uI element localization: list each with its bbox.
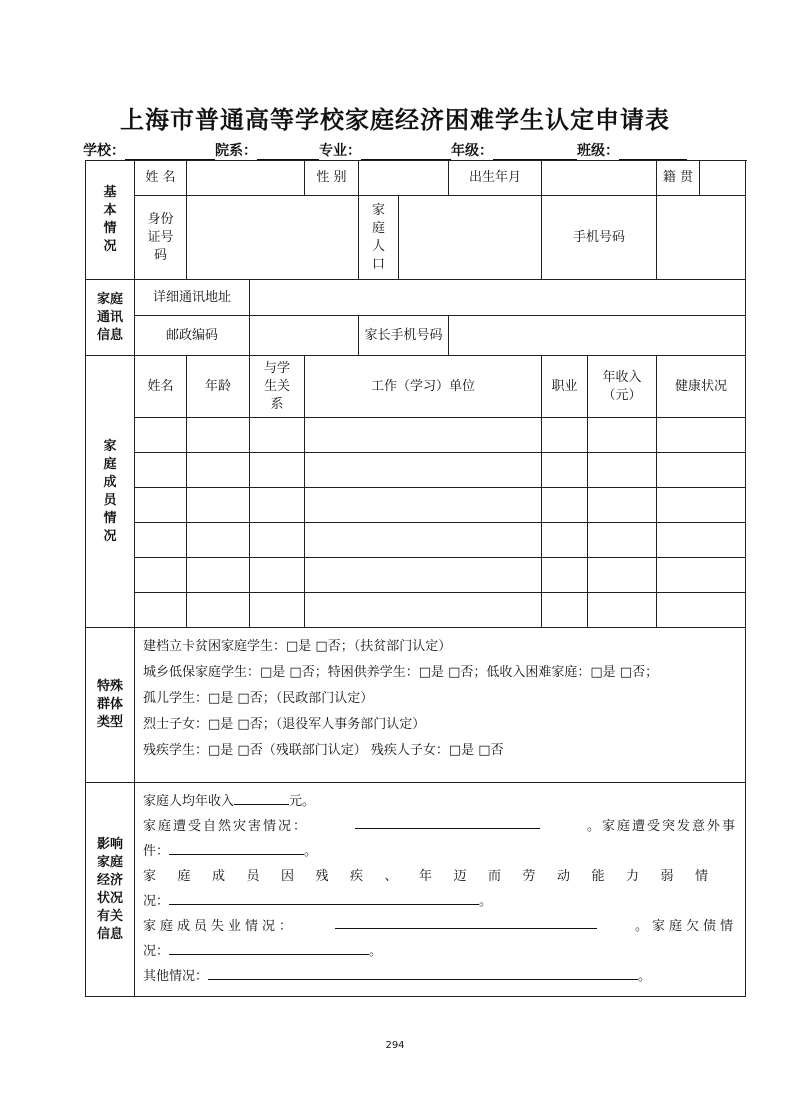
id-cell[interactable] [187,196,359,280]
disability-line: 家庭成员因残疾、年迈而劳动能力弱情 [143,869,730,884]
special-section-label: 特殊群体类型 [86,628,135,783]
special-line-orphan[interactable]: 孤儿学生：□是 □否；（民政部门认定） [143,691,374,706]
effect-section-label: 影响家庭经济状况有关信息 [86,783,135,997]
member-income-cell[interactable] [588,593,657,628]
special-line-disability[interactable]: 残疾学生：□是 □否（残联部门认定） 残疾人子女：□是 □否 [143,743,504,758]
class-label: 班级： [577,143,619,159]
member-row [86,593,746,628]
contact-row-2 [86,316,746,356]
member-income-cell[interactable] [588,488,657,523]
member-workplace-cell[interactable] [305,558,542,593]
member-name-cell[interactable] [135,558,187,593]
effect-info [135,783,746,997]
gender-cell[interactable] [359,161,449,196]
member-relation-cell[interactable] [250,558,305,593]
application-form-table [85,160,746,997]
member-job-cell[interactable] [542,488,588,523]
member-relation-cell[interactable] [250,453,305,488]
header-info-line [83,140,723,160]
address-label: 详细通讯地址 [135,280,250,316]
postcode-label: 邮政编码 [135,316,250,356]
gender-label: 性 别 [305,161,359,196]
major-label: 专业： [319,143,361,159]
contact-section-label: 家庭通讯信息 [86,280,135,356]
parent-phone-cell[interactable] [449,316,746,356]
name-cell[interactable] [187,161,305,196]
unemploy-line: 家庭成员失业情况： 。家庭欠债情 [143,914,737,939]
member-age-cell[interactable] [187,453,250,488]
special-row [86,628,746,783]
id-label: 身份证号码 [135,196,187,280]
member-age-cell[interactable] [187,593,250,628]
member-name-cell[interactable] [135,453,187,488]
member-workplace-cell[interactable] [305,453,542,488]
member-workplace-cell[interactable] [305,488,542,523]
members-header-row [86,356,746,418]
basic-row-1 [86,161,746,196]
basic-row-2 [86,196,746,280]
member-health-cell[interactable] [657,558,746,593]
member-income-cell[interactable] [588,453,657,488]
member-workplace-cell[interactable] [305,593,542,628]
special-line-martyr[interactable]: 烈士子女：□是 □否；（退役军人事务部门认定） [143,717,426,732]
birth-label: 出生年月 [449,161,542,196]
member-health-cell[interactable] [657,593,746,628]
members-section-label: 家庭成员情况 [86,356,135,628]
school-label: 学校： [83,143,125,159]
accident-blank[interactable] [169,840,304,855]
special-line-low-income[interactable]: 城乡低保家庭学生：□是 □否；特困供养学生：□是 □否；低收入困难家庭：□是 □否； [143,665,659,680]
page-number: 294 [385,1040,405,1051]
special-line-poverty[interactable]: 建档立卡贫困家庭学生：□是 □否；（扶贫部门认定） [143,639,452,654]
member-income-header: 年收入（元） [588,356,657,418]
disaster-blank[interactable] [355,814,540,829]
phone-label: 手机号码 [542,196,657,280]
member-age-header: 年龄 [187,356,250,418]
member-relation-cell[interactable] [250,488,305,523]
member-health-cell[interactable] [657,523,746,558]
member-name-cell[interactable] [135,488,187,523]
department-label: 院系： [215,143,257,159]
accident-line: 件： 。 [143,839,737,864]
member-health-header: 健康状况 [657,356,746,418]
major-blank[interactable] [361,145,451,160]
origin-label: 籍 贯 [657,161,700,196]
unemploy-blank[interactable] [335,914,597,929]
member-row [86,418,746,453]
member-row [86,558,746,593]
disaster-line: 家庭遭受自然灾害情况： 。家庭遭受突发意外事 [143,814,737,839]
member-name-cell[interactable] [135,418,187,453]
member-income-cell[interactable] [588,558,657,593]
member-income-cell[interactable] [588,418,657,453]
family-count-label: 家庭人口 [359,196,399,280]
debt-line: 况： 。 [143,939,737,964]
member-relation-cell[interactable] [250,593,305,628]
other-blank[interactable] [208,965,638,980]
member-age-cell[interactable] [187,488,250,523]
member-relation-header: 与学生关系 [250,356,305,418]
contact-row-1 [86,280,746,316]
member-age-cell[interactable] [187,558,250,593]
member-job-cell[interactable] [542,453,588,488]
member-relation-cell[interactable] [250,523,305,558]
member-row [86,488,746,523]
member-age-cell[interactable] [187,418,250,453]
member-name-header: 姓名 [135,356,187,418]
school-blank[interactable] [125,145,215,160]
member-health-cell[interactable] [657,488,746,523]
member-job-cell[interactable] [542,558,588,593]
member-health-cell[interactable] [657,418,746,453]
income-blank[interactable] [234,790,289,805]
effect-row [86,783,746,997]
member-row [86,523,746,558]
name-label: 姓 名 [135,161,187,196]
member-workplace-cell[interactable] [305,418,542,453]
member-name-cell[interactable] [135,523,187,558]
member-job-cell[interactable] [542,593,588,628]
disability-blank[interactable] [169,890,479,905]
debt-blank[interactable] [169,940,369,955]
page-title: 上海市普通高等学校家庭经济困难学生认定申请表 [120,106,670,134]
income-line: 家庭人均年收入 元。 [143,789,737,814]
basic-section-label: 基本情况 [86,161,135,280]
member-income-cell[interactable] [588,523,657,558]
member-job-header: 职业 [542,356,588,418]
member-job-cell[interactable] [542,418,588,453]
member-name-cell[interactable] [135,593,187,628]
member-workplace-header: 工作（学习）单位 [305,356,542,418]
department-blank[interactable] [257,145,319,160]
birth-cell[interactable] [542,161,657,196]
special-options [135,628,746,783]
postcode-cell[interactable] [250,316,359,356]
member-workplace-cell[interactable] [305,523,542,558]
member-age-cell[interactable] [187,523,250,558]
other-line: 其他情况： 。 [143,964,737,989]
grade-label: 年级： [451,143,493,159]
member-health-cell[interactable] [657,453,746,488]
grade-blank[interactable] [493,145,577,160]
parent-phone-label: 家长手机号码 [359,316,449,356]
member-job-cell[interactable] [542,523,588,558]
address-cell[interactable] [250,280,746,316]
class-blank[interactable] [619,145,687,160]
origin-cell[interactable] [700,161,746,196]
member-row [86,453,746,488]
phone-cell[interactable] [657,196,746,280]
member-relation-cell[interactable] [250,418,305,453]
family-count-cell[interactable] [399,196,542,280]
disability-situation-line: 况： 。 [143,889,737,914]
